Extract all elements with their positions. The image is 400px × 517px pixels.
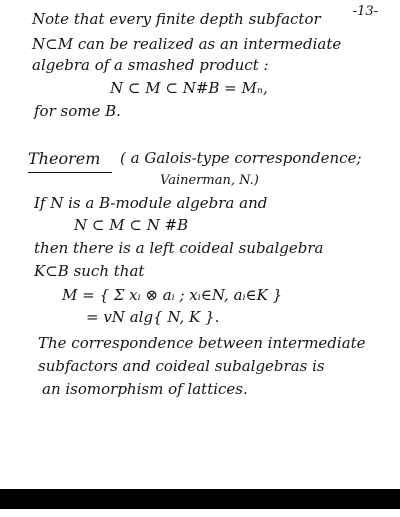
page-number: -13- (352, 4, 378, 19)
paragraph1-line-3: algebra of a smashed product : (32, 56, 269, 74)
theorem-note: ( a Galois-type correspondence; (120, 149, 362, 167)
paragraph2-line-1: The correspondence between intermediate (38, 334, 366, 352)
paragraph1-line-5: for some B. (34, 102, 121, 120)
paragraph1-line-2: N⊂M can be realized as an intermediate (32, 35, 342, 53)
theorem-line-1: If N is a B-module algebra and (34, 194, 268, 212)
theorem-line-4: K⊂B such that (34, 262, 145, 280)
theorem-attribution: Vainerman, N.) (160, 173, 259, 188)
theorem-underline (28, 172, 112, 173)
paragraph1-line-1: Note that every finite depth subfactor (32, 10, 321, 28)
theorem-line-5: M = { Σ xᵢ ⊗ aᵢ ; xᵢ∈N, aᵢ∈K } (62, 286, 283, 304)
paragraph2-line-3: an isomorphism of lattices. (42, 380, 248, 398)
paragraph2-line-2: subfactors and coideal subalgebras is (38, 357, 325, 375)
theorem-line-3: then there is a left coideal subalgebra (34, 239, 324, 257)
scan-footer-bar (0, 489, 400, 509)
theorem-line-6: = vN alg{ N, K }. (86, 308, 220, 326)
theorem-line-2: N ⊂ M ⊂ N #B (74, 216, 189, 234)
paragraph1-line-4: N ⊂ M ⊂ N#B = Mₙ, (110, 79, 268, 97)
theorem-heading: Theorem (28, 149, 101, 168)
